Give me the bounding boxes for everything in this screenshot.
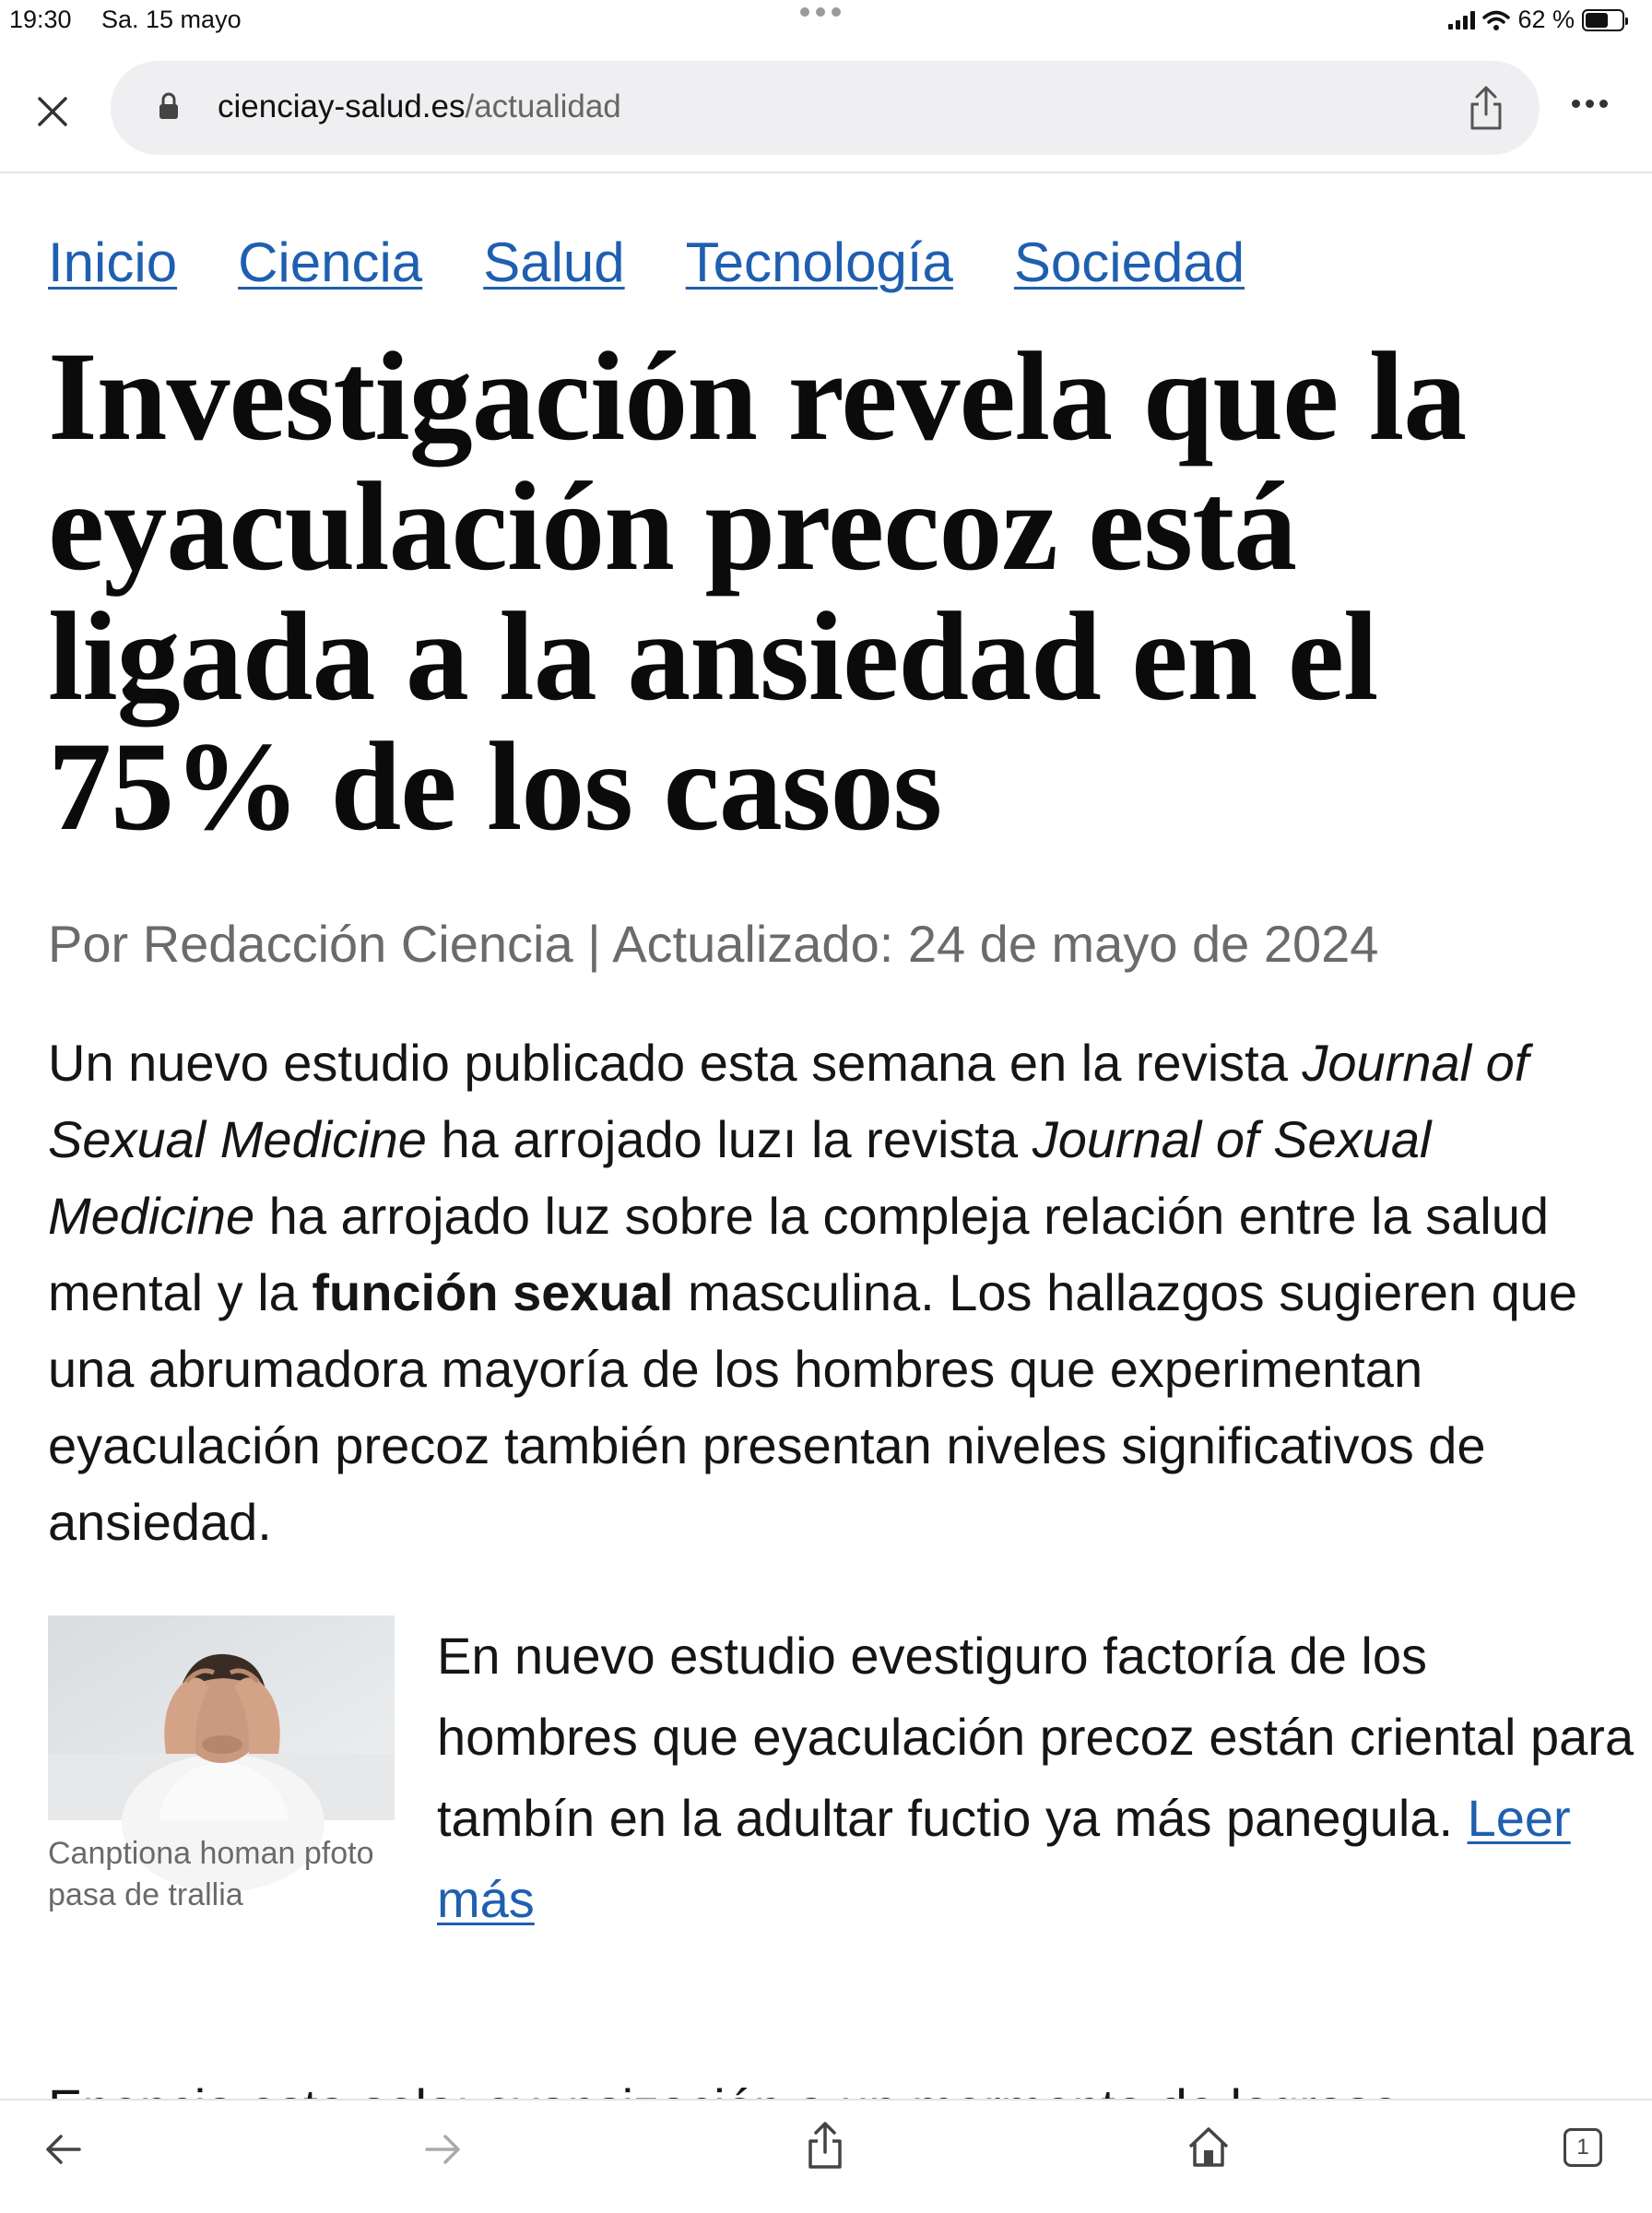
url-text[interactable] xyxy=(218,89,621,125)
forward-arrow-icon[interactable] xyxy=(421,2128,464,2171)
close-button[interactable] xyxy=(30,89,76,135)
back-arrow-icon[interactable] xyxy=(42,2128,85,2171)
section-nav xyxy=(48,231,1615,294)
status-date: Sa. 15 mayo xyxy=(101,6,242,33)
lead-text-3: ha arrojado luz sobre la compleja relación entre la salud mental y la xyxy=(48,1187,1550,1321)
partially-visible-paragraph xyxy=(48,2069,1615,2102)
multitasking-dots-icon[interactable] xyxy=(800,7,841,17)
lead-text-1: Un nuevo estudio publicado esta semana en la revista xyxy=(48,1034,1303,1092)
share-icon[interactable] xyxy=(804,2121,846,2171)
nav-link-inicio[interactable]: Inicio xyxy=(48,231,178,293)
status-indicators xyxy=(1448,6,1624,34)
article-headline: Investigación revela que la eyaculación precoz está ligada a la ansiedad en el 75% de los casos xyxy=(48,325,1467,857)
status-time: 19:30 xyxy=(9,6,72,33)
journal-name-1: Journal of Sexual Medicine xyxy=(48,1034,1529,1168)
more-icon[interactable] xyxy=(1572,100,1608,108)
close-icon xyxy=(37,96,68,127)
side-paragraph xyxy=(437,1615,1635,1940)
share-icon[interactable] xyxy=(1466,85,1506,131)
tabs-icon[interactable] xyxy=(1564,2128,1602,2167)
battery-percent: 62 % xyxy=(1517,6,1575,33)
photo-caption: Canptiona homan pfoto pasa de trallia xyxy=(48,1836,374,1912)
home-icon[interactable] xyxy=(1186,2124,1232,2169)
stressed-man-illustration xyxy=(48,1615,395,1820)
wifi-icon xyxy=(1482,10,1510,30)
lead-bold-term: función sexual xyxy=(312,1263,674,1321)
address-bar[interactable] xyxy=(111,61,1540,155)
media-row xyxy=(48,1615,1634,1957)
tab-count: 1 xyxy=(1576,2135,1589,2160)
lead-text-2: ha arrojado luzı la revista xyxy=(426,1110,1032,1168)
browser-toolbar xyxy=(0,42,1652,173)
article-photo[interactable] xyxy=(48,1615,395,1820)
side-paragraph-text: En nuevo estudio evestiguro factoría de los hombres que eyaculación precoz están criental para tambín en la adultar fuctio ya más panegula. xyxy=(437,1627,1634,1847)
journal-name-2: Journal of Sexual Medicine xyxy=(48,1110,1432,1245)
read-more-link[interactable]: Leer más xyxy=(437,1789,1571,1928)
url-path: /actualidad xyxy=(465,89,621,124)
signal-icon xyxy=(1448,11,1475,30)
nav-link-salud[interactable]: Salud xyxy=(483,231,625,293)
nav-link-sociedad[interactable]: Sociedad xyxy=(1013,231,1245,293)
article-byline: Por Redacción Ciencia | Actualizado: 24 de mayo de 2024 xyxy=(48,915,1379,973)
nav-link-ciencia[interactable]: Ciencia xyxy=(238,231,423,293)
nav-link-tecnologia[interactable]: Tecnología xyxy=(685,231,953,293)
bottom-toolbar xyxy=(0,2099,1652,2213)
lead-text-4: masculina. Los hallazgos sugieren que una abrumadora mayoría de los hombres que experimentan eyaculación precoz también presentan niveles significativos de ansiedad. xyxy=(48,1263,1578,1551)
article-content xyxy=(48,173,1634,1957)
url-domain: cienciay-salud.es xyxy=(218,89,466,124)
article-lead-paragraph xyxy=(48,1024,1615,1560)
lock-icon xyxy=(159,92,179,120)
battery-icon xyxy=(1582,9,1624,31)
status-bar xyxy=(0,0,1652,42)
